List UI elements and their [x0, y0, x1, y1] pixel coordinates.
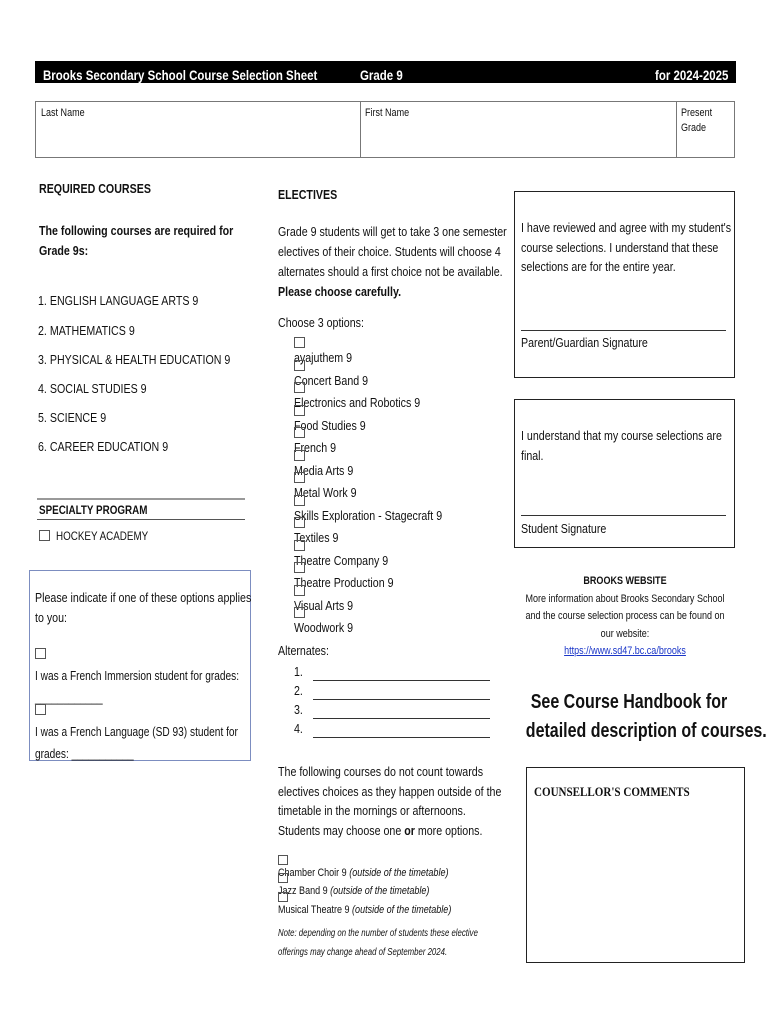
alternate-4-line[interactable]: [313, 737, 490, 738]
parent-agreement-text: I have reviewed and agree with my student's course selections. I understand that these selections are for the entire year.: [521, 220, 732, 274]
required-course-item: 6. CAREER EDUCATION 9: [38, 439, 169, 454]
elective-checkbox[interactable]: [294, 562, 305, 573]
required-course-item: 1. ENGLISH LANGUAGE ARTS 9: [38, 293, 199, 308]
elective-note: Note: depending on the number of students these elective offerings may change ahead of September 2024.: [278, 928, 478, 958]
elective-option[interactable]: Visual Arts 9: [294, 583, 366, 613]
elective-checkbox[interactable]: [294, 360, 305, 371]
elective-checkbox[interactable]: [294, 517, 305, 528]
required-course-item: 4. SOCIAL STUDIES 9: [38, 381, 147, 396]
first-name-field[interactable]: [360, 102, 677, 157]
parent-agreement-box: [514, 191, 735, 378]
last-name-field[interactable]: [36, 102, 361, 157]
outside-course-checkbox[interactable]: [278, 855, 288, 865]
counsellor-comments-box[interactable]: [526, 767, 745, 963]
outside-course-option[interactable]: Musical Theatre 9 (outside of the timetable): [278, 892, 489, 916]
elective-checkbox[interactable]: [294, 540, 305, 551]
website-link[interactable]: https://www.sd47.bc.ca/brooks: [564, 645, 686, 657]
handbook-callout: See Course Handbook for detailed description of courses.: [525, 691, 767, 742]
parent-signature-label: Parent/Guardian Signature: [521, 335, 648, 350]
hockey-academy-option[interactable]: HOCKEY ACADEMY: [39, 529, 168, 543]
elective-option[interactable]: Media Arts 9: [294, 448, 366, 478]
alternates-label: Alternates:: [278, 643, 329, 658]
website-info: [500, 573, 750, 661]
elective-checkbox[interactable]: [294, 585, 305, 596]
outside-course-option[interactable]: Chamber Choir 9 (outside of the timetable): [278, 855, 486, 879]
website-text: More information about Brooks Secondary School and the course selection process can be found on our website:: [525, 592, 725, 640]
elective-checkbox[interactable]: [294, 382, 305, 393]
alternate-row: 1.: [294, 664, 303, 679]
elective-option[interactable]: Woodwork 9: [294, 605, 366, 635]
elective-option[interactable]: Food Studies 9: [294, 403, 381, 433]
last-name-label: Last Name: [41, 107, 85, 119]
required-course-item: 3. PHYSICAL & HEALTH EDUCATION 9: [38, 352, 231, 367]
alternate-1-line[interactable]: [313, 680, 490, 681]
alternate-row: 3.: [294, 702, 303, 717]
parent-signature-line[interactable]: [521, 330, 726, 331]
elective-option[interactable]: Concert Band 9: [294, 358, 384, 388]
french-language-checkbox[interactable]: [35, 704, 46, 715]
student-signature-line[interactable]: [521, 515, 726, 516]
student-agreement-box: [514, 399, 735, 548]
specialty-divider-bottom: [37, 519, 245, 520]
electives-heading: ELECTIVES: [278, 187, 338, 202]
french-options-box: [29, 570, 251, 761]
elective-checkbox[interactable]: [294, 405, 305, 416]
required-course-item: 2. MATHEMATICS 9: [38, 323, 135, 338]
elective-option[interactable]: Skills Exploration - Stagecraft 9: [294, 493, 475, 523]
present-grade-label: Present Grade: [681, 107, 713, 134]
student-signature-label: Student Signature: [521, 521, 607, 536]
present-grade-field[interactable]: [676, 102, 734, 157]
elective-option[interactable]: French 9: [294, 425, 345, 455]
elective-option[interactable]: ayajuthem 9: [294, 335, 365, 365]
elective-checkbox[interactable]: [294, 472, 305, 483]
elective-checkbox[interactable]: [294, 337, 305, 348]
first-name-label: First Name: [365, 107, 410, 119]
specialty-heading: SPECIALTY PROGRAM: [39, 503, 148, 517]
french-language-option[interactable]: I was a French Language (SD 93) student for grades: ___________: [35, 699, 295, 765]
elective-checkbox[interactable]: [294, 495, 305, 506]
french-intro: Please indicate if one of these options applies to you:: [35, 590, 252, 625]
elective-option[interactable]: Electronics and Robotics 9: [294, 380, 448, 410]
outside-course-checkbox[interactable]: [278, 873, 288, 883]
required-course-item: 5. SCIENCE 9: [38, 410, 107, 425]
hockey-academy-checkbox[interactable]: [39, 530, 50, 541]
student-agreement-text: I understand that my course selections are final.: [521, 428, 722, 463]
elective-checkbox[interactable]: [294, 607, 305, 618]
outside-timetable-intro: The following courses do not count towards electives choices as they happen outside of the timetable in the mornings or afternoons. Students may choose one or more options.: [278, 764, 502, 838]
elective-option[interactable]: Theatre Company 9: [294, 538, 409, 568]
alternate-2-line[interactable]: [313, 699, 490, 700]
choose-three-label: Choose 3 options:: [278, 315, 364, 330]
french-immersion-option[interactable]: I was a French Immersion student for grades: ____________: [35, 643, 297, 709]
required-courses-heading: REQUIRED COURSES: [39, 181, 151, 196]
website-heading: BROOKS WEBSITE: [583, 575, 667, 587]
electives-intro: Grade 9 students will get to take 3 one semester electives of their choice. Students will choose 4 alternates should a first choice not be available. Please choose carefully.: [278, 224, 507, 299]
outside-course-checkbox[interactable]: [278, 892, 288, 902]
student-name-table: [35, 101, 735, 158]
elective-option[interactable]: Textiles 9: [294, 515, 348, 545]
alternate-3-line[interactable]: [313, 718, 490, 719]
alternate-row: 2.: [294, 683, 303, 698]
french-immersion-checkbox[interactable]: [35, 648, 46, 659]
header-bar: Brooks Secondary School Course Selection Sheet Grade 9 for 2024-2025: [35, 61, 736, 83]
elective-option[interactable]: Theatre Production 9: [294, 560, 415, 590]
outside-course-option[interactable]: Jazz Band 9 (outside of the timetable): [278, 873, 463, 897]
elective-checkbox[interactable]: [294, 450, 305, 461]
specialty-divider-top: [37, 498, 245, 500]
elective-checkbox[interactable]: [294, 427, 305, 438]
alternate-row: 4.: [294, 721, 303, 736]
required-intro: The following courses are required for Grade 9s:: [39, 223, 234, 258]
elective-option[interactable]: Metal Work 9: [294, 470, 370, 500]
counsellor-comments-heading: COUNSELLOR'S COMMENTS: [534, 784, 690, 799]
